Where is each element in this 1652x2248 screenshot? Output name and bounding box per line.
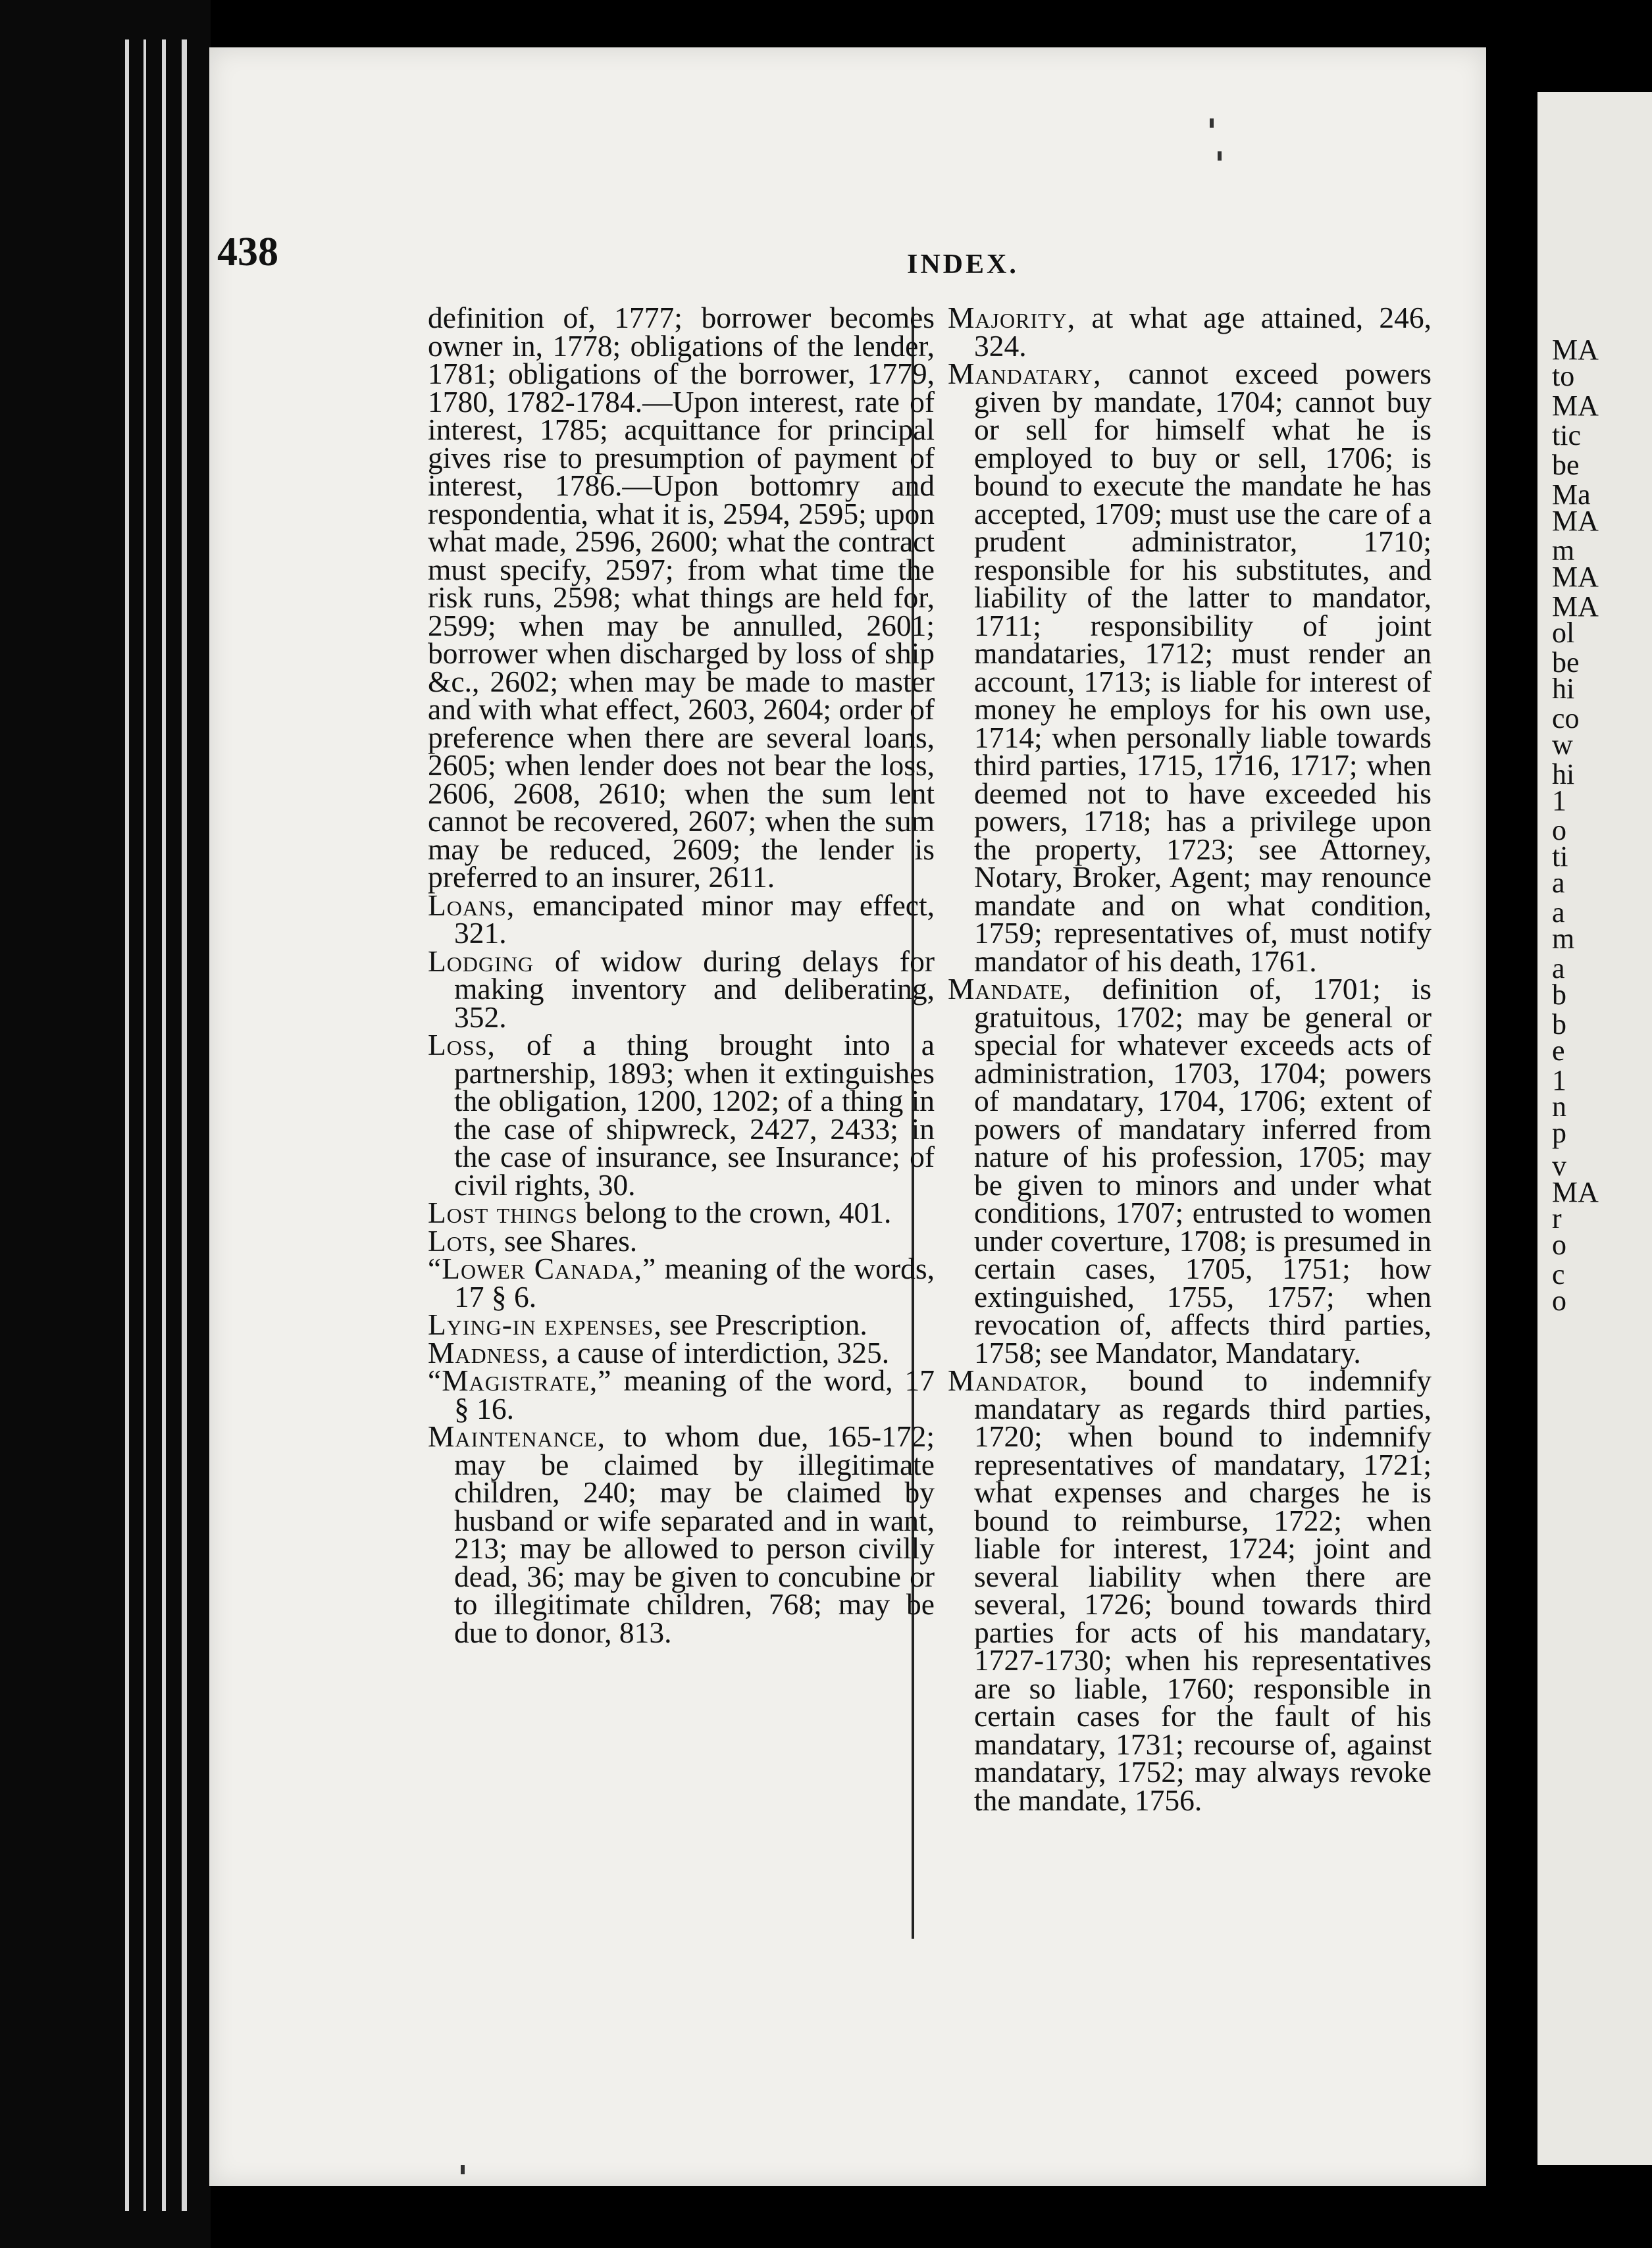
index-headword: Lodging <box>428 944 534 978</box>
facing-page-text-fragment: Ma <box>1552 478 1591 511</box>
index-entry <box>428 944 935 1034</box>
facing-page-text-fragment: a <box>1552 896 1565 929</box>
index-entry <box>428 301 935 894</box>
index-entry <box>948 1364 1432 1817</box>
index-entry-text: definition of, 1777; borrower becomes owner in, 1778; obligations of the lender, 1781; obligations of the borrower, 1779, 1780, 1782-1784.—Upon interest, rate of interest, 1785; acquittance for principal gives rise to presumption of payment of interest, 1786.—Upon bottomry and respondentia, what it is, 2594, 2595; upon what made, 2596, 2600; what the contract must specify, 2597; from what time the risk runs, 2598; what things are held for, 2599; when may be annulled, 2601; borrower when discharged by loss of ship &c., 2602; when may be made to master and with what effect, 2603, 2604; order of preference when there are several loans, 2605; when lender does not bear the loss, 2606, 2608, 2610; when the sum lent cannot be recovered, 2607; when the sum may be reduced, 2609; the lender is preferred to an insurer, 2611. <box>428 301 935 894</box>
index-entry-text: see Shares. <box>496 1223 638 1258</box>
facing-page-text-fragment: r <box>1552 1202 1562 1235</box>
facing-page-text-fragment: hi <box>1552 758 1575 790</box>
index-entry-text: bound to indemnify mandatary as regards third parties, 1720; when bound to indemnify representatives of mandatary, 1721; what expenses and charges he is bound to reimburse, 1722; when liable for interest, 1724; joint and several liability when there are several, 1726; bound towards third parties for acts of his mandatary, 1727-1730; when his representatives are so liable, 1760; responsible in certain cases for the fault of his mandatary, 1731; recourse of, against mandatary, 1752; may always revoke the mandate, 1756. <box>974 1364 1432 1817</box>
binding-line <box>162 39 166 2211</box>
index-headword: Loss, <box>428 1028 496 1061</box>
index-headword: Mandatary, <box>948 357 1102 390</box>
index-entry <box>428 1196 935 1229</box>
index-headword: Maintenance, <box>428 1419 606 1453</box>
facing-page-text-fragment: be <box>1552 449 1580 481</box>
index-headword: Lots, <box>428 1223 497 1258</box>
facing-page-text-fragment: a <box>1552 867 1565 899</box>
facing-page-text-fragment: a <box>1552 952 1565 984</box>
facing-page-text-fragment: o <box>1552 814 1566 846</box>
facing-page-text-fragment: w <box>1552 728 1573 761</box>
index-entry-text: meaning of the word, 17 § 16. <box>454 1364 935 1425</box>
running-head: INDEX. <box>907 249 1019 280</box>
index-headword: “Lower Canada,” <box>428 1252 657 1285</box>
index-entry-text: of widow during delays for making inventory and deliberating, 352. <box>454 944 935 1034</box>
facing-page-text-fragment: tic <box>1552 419 1581 451</box>
index-entry <box>428 1308 935 1341</box>
facing-page-fragment <box>1537 92 1652 2165</box>
index-entry <box>428 888 935 950</box>
book-binding-edge <box>0 0 211 2248</box>
facing-page-text-fragment: c <box>1552 1258 1565 1290</box>
facing-page-text-fragment: ti <box>1552 840 1568 873</box>
index-entry-text: to whom due, 165-172; may be claimed by illegitimate children, 240; may be claimed by husband or wife separated and in want, 213; may be allowed to person civilly dead, 36; may be given to concubine or to illegitimate children, 768; may be due to donor, 813. <box>454 1419 935 1649</box>
index-headword: “Magistrate,” <box>428 1364 612 1397</box>
facing-page-text-fragment: MA <box>1552 561 1599 593</box>
index-entry-text: a cause of interdiction, 325. <box>549 1335 890 1369</box>
index-entry-text: at what age attained, 246, 324. <box>974 301 1432 363</box>
facing-page-text-fragment: to <box>1552 360 1575 392</box>
facing-page-text-fragment: e <box>1552 1035 1565 1067</box>
facing-page-text-fragment: MA <box>1552 590 1599 623</box>
index-headword: Madness, <box>428 1335 550 1369</box>
index-entry <box>428 1335 935 1369</box>
index-entry <box>428 1419 935 1649</box>
index-entry-text: cannot exceed powers given by mandate, 1704; cannot buy or sell for himself what he is employed to buy or sell, 1706; is bound to execute the mandate he has accepted, 1709; must use the care of a prudent administrator, 1710; responsible for his substitutes, and liability of the latter to mandator, 1711; responsibility of joint mandataries, 1712; must render an account, 1713; is liable for interest of money he employs for his own use, 1714; when personally liable towards third parties, 1715, 1716, 1717; when deemed not to have exceeded his powers, 1718; has a privilege upon the property, 1723; see Attorney, Notary, Broker, Agent; may renounce mandate and on what condition, 1759; representatives of, must notify mandator of his death, 1761. <box>974 357 1432 978</box>
index-entry <box>428 1364 935 1425</box>
index-entry <box>948 357 1432 978</box>
index-entry <box>428 1223 935 1258</box>
facing-page-text-fragment: ol <box>1552 617 1575 649</box>
binding-line <box>182 39 187 2211</box>
index-headword: Lost things <box>428 1196 578 1229</box>
facing-page-text-fragment: hi <box>1552 673 1575 705</box>
index-entry-text: see Prescription. <box>661 1308 867 1341</box>
facing-page-text-fragment: MA <box>1552 334 1599 366</box>
index-entry <box>948 972 1432 1369</box>
facing-page-text-fragment: o <box>1552 1229 1566 1261</box>
facing-page-text-fragment: b <box>1552 979 1566 1011</box>
binding-line <box>125 39 129 2211</box>
facing-page-text-fragment: b <box>1552 1008 1566 1040</box>
index-headword: Mandate, <box>948 972 1071 1006</box>
facing-page-text-fragment: co <box>1552 702 1580 734</box>
index-column-left <box>428 301 935 1649</box>
index-entry <box>428 1028 935 1202</box>
page-number: 438 <box>217 230 278 274</box>
scan-speck <box>461 2165 465 2174</box>
facing-page-text-fragment: MA <box>1552 1176 1599 1208</box>
index-entry-text: of a thing brought into a partnership, 1893; when it extinguishes the obligation, 1200, 1202; of a thing in the case of shipwreck, 2427, 2433; in the case of insurance, see Insurance; of civil rights, 30. <box>454 1028 935 1202</box>
binding-line <box>143 39 146 2211</box>
index-entry-text: definition of, 1701; is gratuitous, 1702; may be general or special for whatever exceeds acts of administration, 1703, 1704; powers of mandatary, 1704, 1706; extent of powers of mandatary inferred from nature of his profession, 1705; may be given to minors and under what conditions, 1707; entrusted to women under coverture, 1708; is presumed in certain cases, 1705, 1751; how extinguished, 1755, 1757; when revocation of, affects third parties, 1758; see Mandator, Mandatary. <box>974 972 1432 1369</box>
index-entry-text: meaning of the words, 17 § 6. <box>454 1252 935 1314</box>
scan-speck <box>1218 151 1222 161</box>
index-entry-text: belong to the crown, 401. <box>577 1196 892 1229</box>
facing-page-text-fragment: v <box>1552 1150 1566 1182</box>
index-headword: Lying-in expenses, <box>428 1308 662 1341</box>
facing-page-text-fragment: m <box>1552 534 1575 567</box>
facing-page-text-fragment: p <box>1552 1117 1566 1149</box>
facing-page-text-fragment: 1 <box>1552 1064 1566 1096</box>
facing-page-text-fragment: MA <box>1552 390 1599 422</box>
facing-page-text-fragment: 1 <box>1552 784 1566 817</box>
facing-page-text-fragment: n <box>1552 1090 1566 1123</box>
index-entry <box>948 301 1432 363</box>
index-entry <box>428 1252 935 1314</box>
facing-page-text-fragment: MA <box>1552 505 1599 537</box>
facing-page-text-fragment: be <box>1552 646 1580 678</box>
index-headword: Mandator, <box>948 1364 1089 1397</box>
facing-page-text-fragment: m <box>1552 923 1575 955</box>
index-headword: Majority, <box>948 301 1076 334</box>
facing-page-text-fragment: o <box>1552 1285 1566 1317</box>
index-entry-text: emancipated minor may effect, 321. <box>454 888 935 950</box>
index-headword: Loans, <box>428 888 515 922</box>
scan-speck <box>1210 118 1214 128</box>
index-column-right <box>948 301 1432 1817</box>
